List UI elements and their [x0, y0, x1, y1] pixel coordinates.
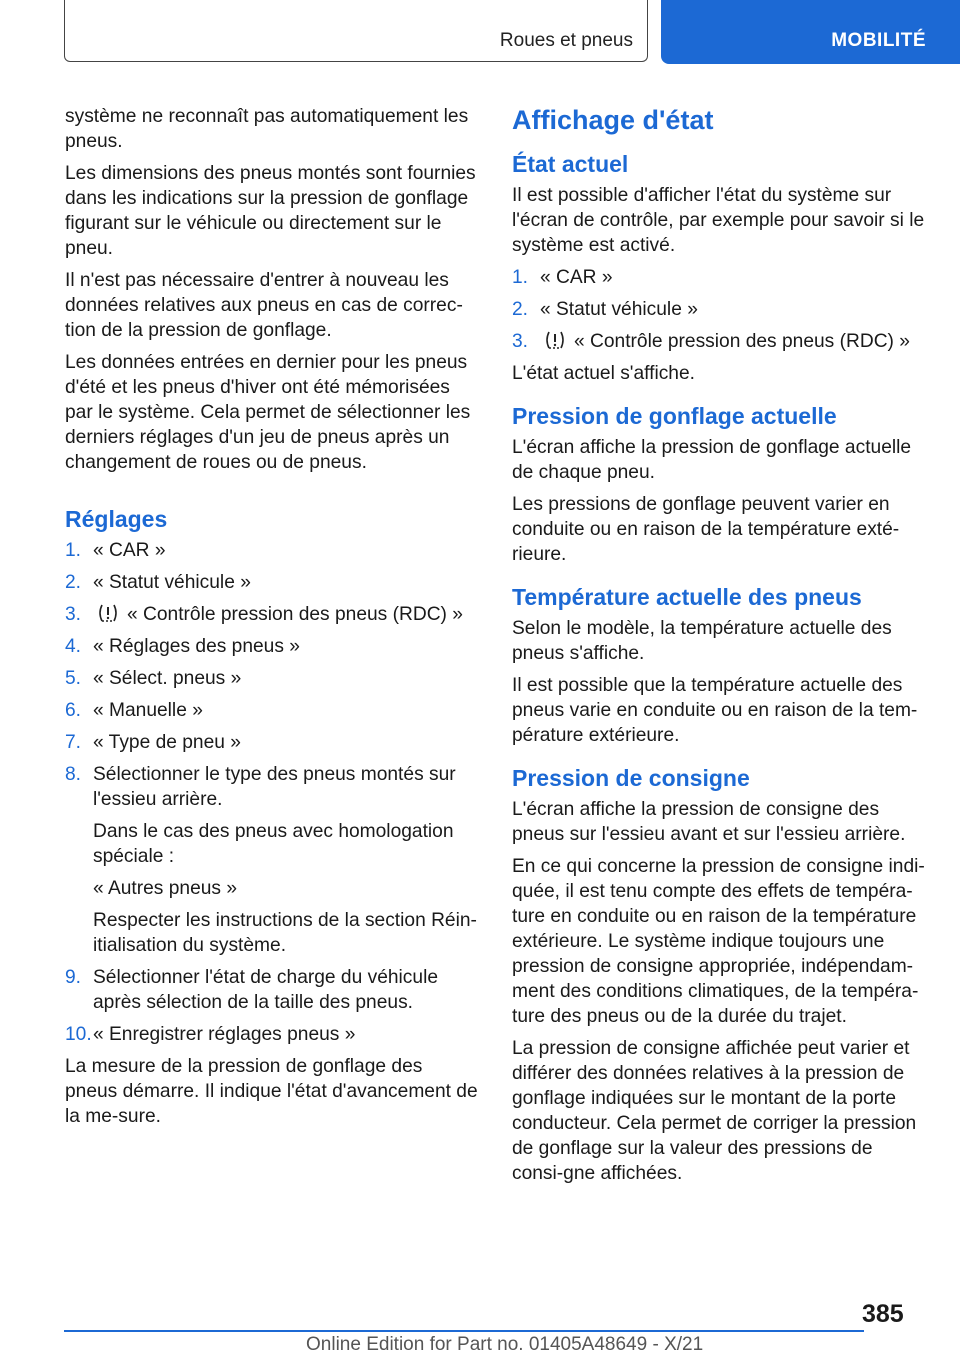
settings-heading: Réglages: [65, 506, 168, 532]
footer-edition: Online Edition for Part no. 01405A48649 - X/21: [306, 1334, 704, 1355]
inflation-pressure-p1: L'écran affiche la pression de gonflage actuelle de chaque pneu.: [512, 437, 912, 483]
inflation-pressure-heading: Pression de gonflage actuelle: [512, 403, 837, 429]
status-steps: [512, 265, 926, 354]
section-tab-label: Roues et pneus: [499, 30, 633, 51]
list-item: 4. « Réglages des pneus »: [65, 636, 300, 657]
left-paragraph-5: La mesure de la pression de gonflage des pneus démarre. Il indique l'état d'avancement de la me‐sure.: [65, 1056, 478, 1127]
target-pressure-p2: En ce qui concerne la pression de consigne indi‐quée, il est tenu compte des effets de tempéra‐ture en conduite ou en raison de la température extérieure. Le système indique toujours une pression de consigne appropriée, indépendam‐ment des conditions climatiques, de la tempéra‐ture des pneus ou de la durée du trajet.: [512, 856, 925, 1027]
settings-steps: [65, 538, 478, 1047]
target-pressure-p3: La pression de consigne affichée peut varier et différer des données relatives à la pression de gonflage indiquées sur le montant de la porte conducteur. Cela permet de corriger la pression de gonflage sur la valeur des pressions de consi‐gne affichées.: [512, 1038, 917, 1184]
current-status-text: Il est possible d'afficher l'état du système sur l'écran de contrôle, par exemple pour savoir si le système est activé.: [512, 185, 925, 256]
tire-temperature-p1: Selon le modèle, la température actuelle des pneus s'affiche.: [512, 618, 892, 664]
list-item: 9. Sélectionner l'état de charge du véhicule après sélection de la taille des pneus.: [65, 967, 439, 1013]
tire-pressure-warning-icon: [544, 330, 566, 350]
current-status-result: L'état actuel s'affiche.: [512, 363, 695, 384]
tire-temperature-p2: Il est possible que la température actuelle des pneus varie en conduite ou en raison de la tem‐pérature extérieure.: [512, 675, 918, 746]
list-item: 2. « Statut véhicule »: [65, 572, 251, 593]
list-item: 10. « Enregistrer réglages pneus »: [65, 1024, 356, 1045]
inflation-pressure-p2: Les pressions de gonflage peuvent varier en conduite ou en raison de la température exté‐rieure.: [512, 494, 900, 565]
footer-divider: [64, 1330, 864, 1332]
right-column: [512, 104, 926, 1193]
list-item: 7. « Type de pneu »: [65, 732, 241, 753]
list-item: 1. « CAR »: [512, 267, 613, 288]
left-paragraph-2: Les dimensions des pneus montés sont fournies dans les indications sur la pression de gonflage figurant sur le véhicule ou directement sur le pneu.: [65, 163, 476, 259]
page-number: 385: [862, 1300, 904, 1328]
left-paragraph-4: Les données entrées en dernier pour les pneus d'été et les pneus d'hiver ont été mémorisées par le système. Cela permet de sélectionner les derniers réglages d'un jeu de pneus après un changement de roues ou de pneus.: [65, 352, 471, 473]
tire-temperature-heading: Température actuelle des pneus: [512, 584, 862, 610]
left-paragraph-3: Il n'est pas nécessaire d'entrer à nouveau les données relatives aux pneus en cas de correc‐tion de la pression de gonflage.: [65, 270, 463, 341]
target-pressure-heading: Pression de consigne: [512, 765, 750, 791]
target-pressure-p1: L'écran affiche la pression de consigne des pneus sur l'essieu avant et sur l'essieu arrière.: [512, 799, 906, 845]
status-display-heading: Affichage d'état: [512, 105, 714, 135]
list-item: 8. Sélectionner le type des pneus montés sur l'essieu arrière. Dans le cas des pneus avec homologation spéciale : « Autres pneus » Respecter les instructions de la section Réin‐itialisation du système.: [65, 764, 477, 956]
list-item: 3. « Contrôle pression des pneus (RDC) »: [65, 604, 463, 625]
list-item: 2. « Statut véhicule »: [512, 299, 698, 320]
chapter-tab: [661, 0, 960, 64]
list-item: 6. « Manuelle »: [65, 700, 203, 721]
list-item: 3. « Contrôle pression des pneus (RDC) »: [512, 331, 910, 352]
left-column: [65, 104, 478, 1136]
current-status-heading: État actuel: [512, 151, 629, 177]
tire-pressure-warning-icon: [97, 603, 119, 623]
chapter-tab-label: MOBILITÉ: [831, 30, 926, 51]
list-item: 1. « CAR »: [65, 540, 166, 561]
left-paragraph-1: système ne reconnaît pas automatiquement les pneus.: [65, 106, 469, 152]
list-item: 5. « Sélect. pneus »: [65, 668, 242, 689]
section-tab: [64, 0, 648, 62]
